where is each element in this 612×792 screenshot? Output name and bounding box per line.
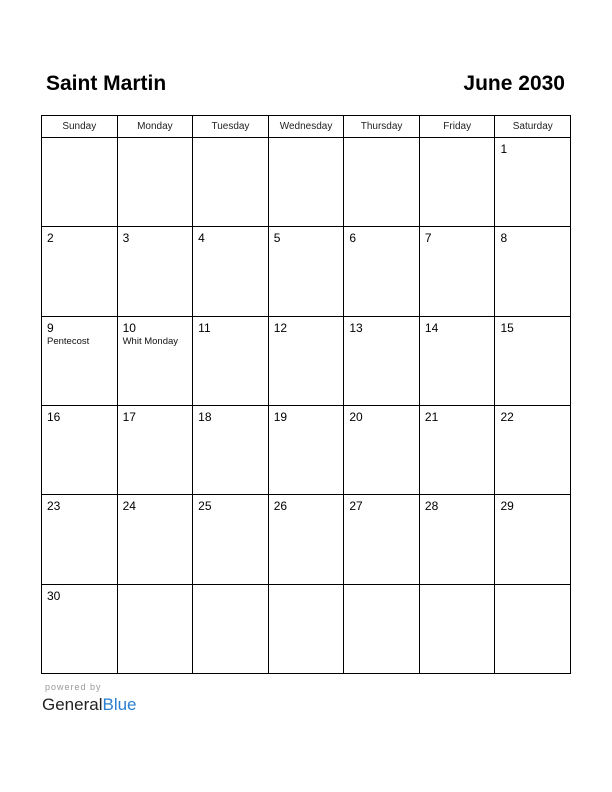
week-row xyxy=(42,406,570,495)
weekday-header-tuesday: Tuesday xyxy=(193,116,269,137)
day-cell xyxy=(118,495,194,583)
day-cell xyxy=(420,317,496,405)
weekday-header-monday: Monday xyxy=(118,116,194,137)
weekday-header-thursday: Thursday xyxy=(344,116,420,137)
day-number: 28 xyxy=(424,499,439,514)
day-number: 13 xyxy=(349,320,363,335)
day-cell xyxy=(269,317,345,405)
day-number: 2 xyxy=(47,231,54,246)
day-cell xyxy=(193,227,269,315)
day-cell xyxy=(193,138,269,226)
day-number: 7 xyxy=(424,231,432,246)
brand-blue: Blue xyxy=(102,695,137,714)
day-cell xyxy=(269,406,345,494)
weeks-container xyxy=(42,138,570,673)
brand-general: General xyxy=(42,695,103,714)
day-number: 19 xyxy=(273,409,288,424)
day-number: 18 xyxy=(198,409,212,424)
day-cell xyxy=(193,317,269,405)
day-number: 16 xyxy=(47,409,61,424)
weekday-header-row xyxy=(42,116,570,138)
day-number: 30 xyxy=(47,588,61,603)
day-cell xyxy=(344,585,420,673)
day-number: 10 xyxy=(122,320,136,335)
day-cell xyxy=(495,138,570,226)
day-cell xyxy=(42,585,118,673)
day-number: 9 xyxy=(47,320,54,335)
day-number: 6 xyxy=(349,231,356,246)
holiday-label: Pentecost xyxy=(47,335,90,347)
week-row xyxy=(42,495,570,584)
day-number: 25 xyxy=(198,499,212,514)
day-number: 12 xyxy=(273,320,288,335)
footer xyxy=(42,681,137,715)
day-cell xyxy=(420,406,496,494)
holiday-label: Whit Monday xyxy=(122,335,179,347)
day-cell xyxy=(344,227,420,315)
day-number: 23 xyxy=(47,499,61,514)
region-title: Saint Martin xyxy=(46,72,167,95)
day-number: 3 xyxy=(122,231,130,246)
weekday-header-saturday: Saturday xyxy=(512,121,553,132)
day-cell xyxy=(118,227,194,315)
day-number: 17 xyxy=(122,409,136,424)
day-cell xyxy=(269,138,345,226)
day-number: 27 xyxy=(349,499,363,514)
weekday-header-friday: Friday xyxy=(420,116,496,137)
powered-by-text: powered by xyxy=(45,682,102,692)
day-cell xyxy=(495,317,570,405)
weekday-header-wednesday: Wednesday xyxy=(269,116,345,137)
day-number: 14 xyxy=(424,320,439,335)
day-number: 26 xyxy=(273,499,288,514)
day-number: 11 xyxy=(198,320,211,335)
day-number: 4 xyxy=(198,231,205,246)
week-row xyxy=(42,317,570,406)
week-row xyxy=(42,585,570,673)
brand-logo xyxy=(42,695,137,715)
weekday-header-sunday: Sunday xyxy=(42,116,118,137)
day-cell xyxy=(420,138,496,226)
day-cell xyxy=(495,406,570,494)
day-number: 15 xyxy=(500,320,514,335)
day-cell xyxy=(269,585,345,673)
day-number: 22 xyxy=(500,409,514,424)
week-row xyxy=(42,227,570,316)
week-row xyxy=(42,138,570,227)
day-cell xyxy=(42,227,118,315)
day-cell xyxy=(495,227,570,315)
day-cell xyxy=(344,495,420,583)
day-cell xyxy=(495,495,570,583)
day-cell xyxy=(193,495,269,583)
calendar-grid xyxy=(41,115,571,674)
day-number: 29 xyxy=(500,499,514,514)
day-cell xyxy=(42,317,118,405)
day-cell xyxy=(118,406,194,494)
day-number: 1 xyxy=(500,142,508,156)
day-cell xyxy=(193,406,269,494)
day-cell xyxy=(420,495,496,583)
day-cell xyxy=(118,585,194,673)
day-number: 20 xyxy=(349,409,363,424)
day-cell xyxy=(42,138,118,226)
day-cell xyxy=(344,317,420,405)
day-cell xyxy=(344,406,420,494)
day-cell xyxy=(344,138,420,226)
day-cell xyxy=(42,495,118,583)
day-cell xyxy=(420,585,496,673)
day-number: 8 xyxy=(500,231,508,246)
day-cell xyxy=(420,227,496,315)
day-number: 24 xyxy=(122,499,136,514)
day-cell xyxy=(118,138,194,226)
day-number: 21 xyxy=(424,409,439,424)
day-cell xyxy=(193,585,269,673)
day-cell xyxy=(42,406,118,494)
day-number: 5 xyxy=(273,231,281,246)
month-year-title: June 2030 xyxy=(463,72,565,95)
day-cell xyxy=(495,585,570,673)
day-cell xyxy=(118,317,194,405)
day-cell xyxy=(269,495,345,583)
day-cell xyxy=(269,227,345,315)
